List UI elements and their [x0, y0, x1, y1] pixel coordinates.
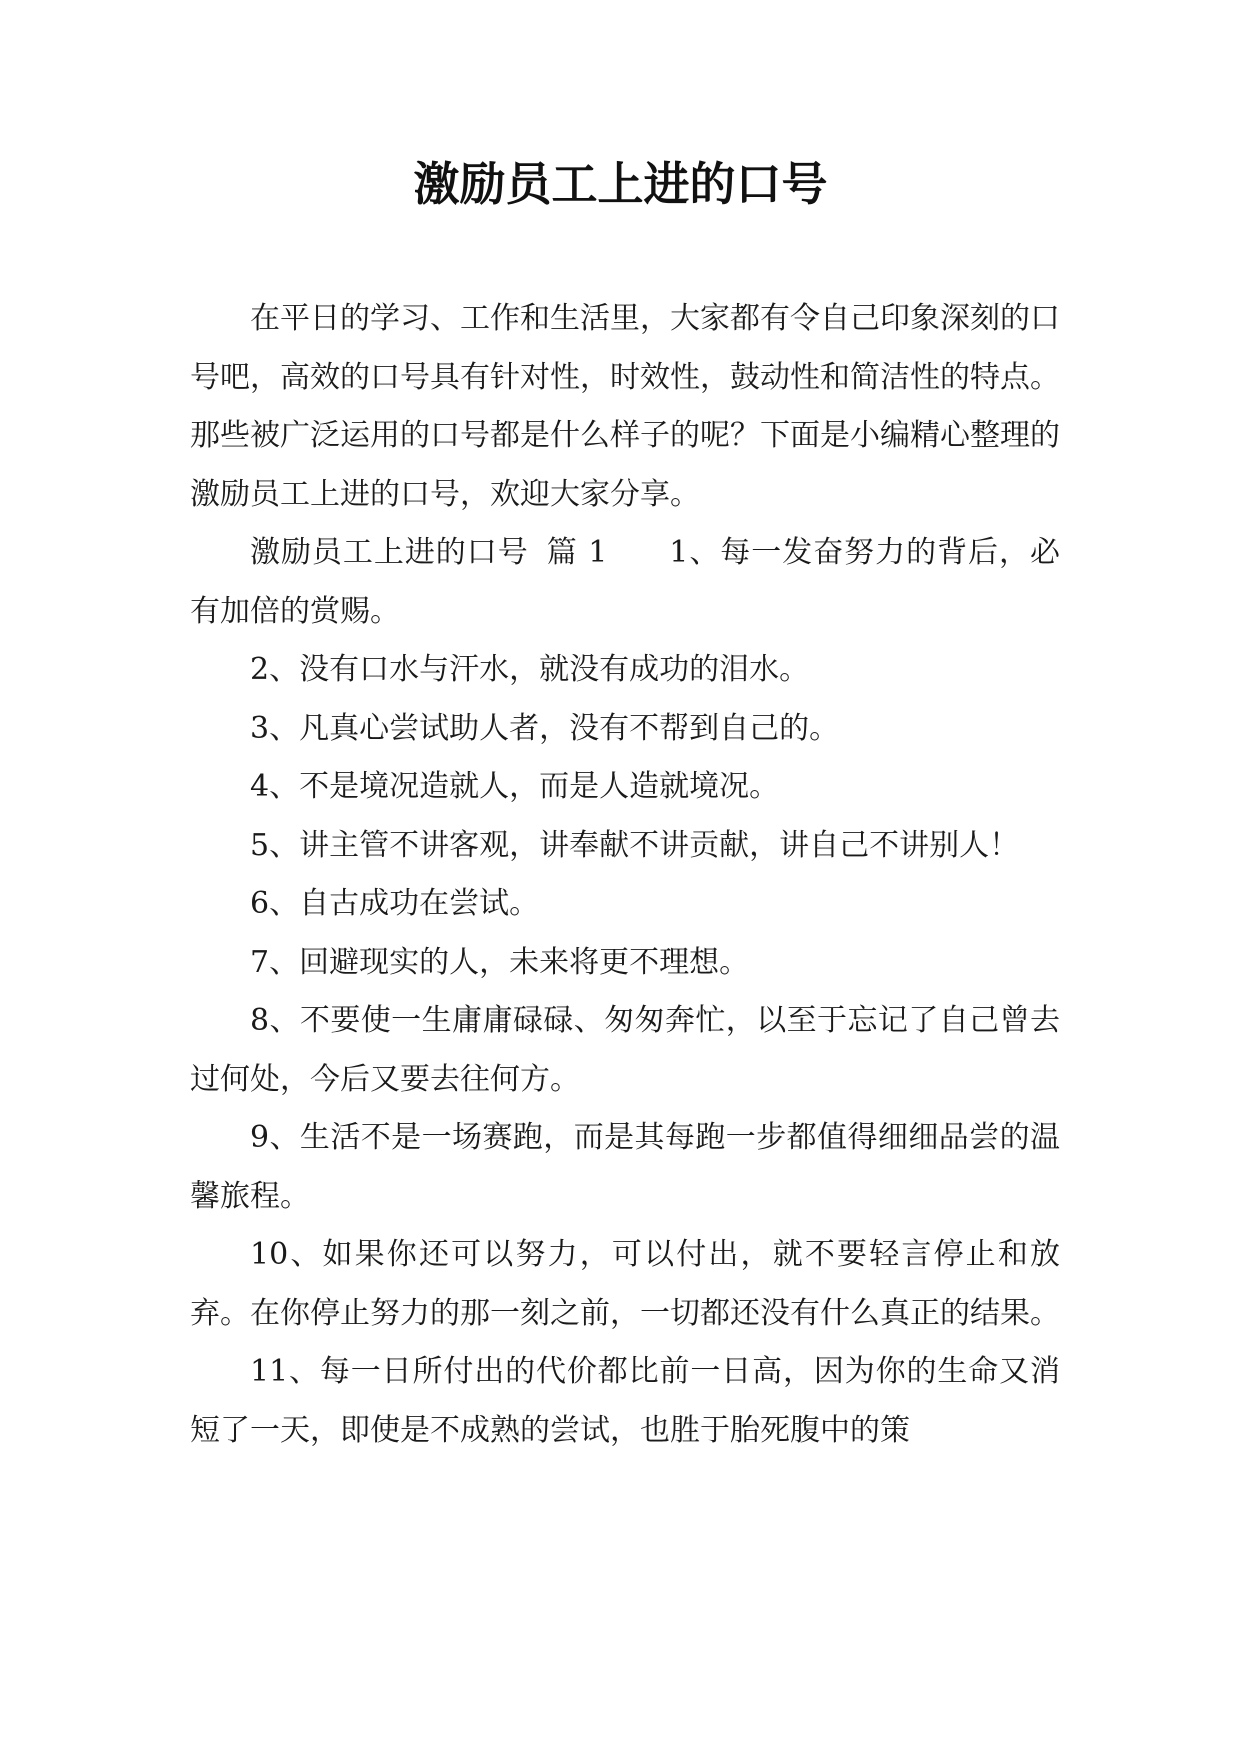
section-paragraph — [190, 524, 1060, 641]
intro-paragraph: 在平日的学习、工作和生活里，大家都有令自己印象深刻的口号吧，高效的口号具有针对性，时效性，鼓动性和简洁性的特点。那些被广泛运用的口号都是什么样子的呢？下面是小编精心整理的激励员工上进的口号，欢迎大家分享。 — [190, 301, 1060, 512]
slogan-item: 3、凡真心尝试助人者，没有不帮到自己的。 — [250, 710, 840, 746]
slogan-item: 7、回避现实的人，未来将更不理想。 — [250, 944, 750, 980]
slogan-item: 8、不要使一生庸庸碌碌、匆匆奔忙，以至于忘记了自己曾去过何处，今后又要去往何方。 — [190, 1003, 1060, 1097]
slogan-item: 2、没有口水与汗水，就没有成功的泪水。 — [250, 652, 810, 687]
slogan-item: 9、生活不是一场赛跑，而是其每跑一步都值得细细品尝的温馨旅程。 — [190, 1120, 1060, 1214]
slogan-item: 1、每一发奋努力的背后，必有加倍的赏赐。 — [190, 535, 1060, 629]
slogan-item: 4、不是境况造就人，而是人造就境况。 — [250, 769, 780, 804]
slogan-item: 11、每一日所付出的代价都比前一日高，因为你的生命又消短了一天，即使是不成熟的尝试，也胜于胎死腹中的策 — [190, 1354, 1060, 1448]
slogan-item: 6、自古成功在尝试。 — [250, 886, 540, 921]
section-label: 篇 1 — [546, 535, 608, 570]
document-body — [190, 290, 1060, 1460]
section-heading: 激励员工上进的口号 — [250, 535, 529, 570]
document-title: 激励员工上进的口号 — [413, 157, 828, 211]
slogan-item: 10、如果你还可以努力，可以付出，就不要轻言停止和放弃。在你停止努力的那一刻之前，一切都还没有什么真正的结果。 — [190, 1237, 1060, 1331]
slogan-item: 5、讲主管不讲客观，讲奉献不讲贡献，讲自己不讲别人！ — [250, 827, 1020, 863]
